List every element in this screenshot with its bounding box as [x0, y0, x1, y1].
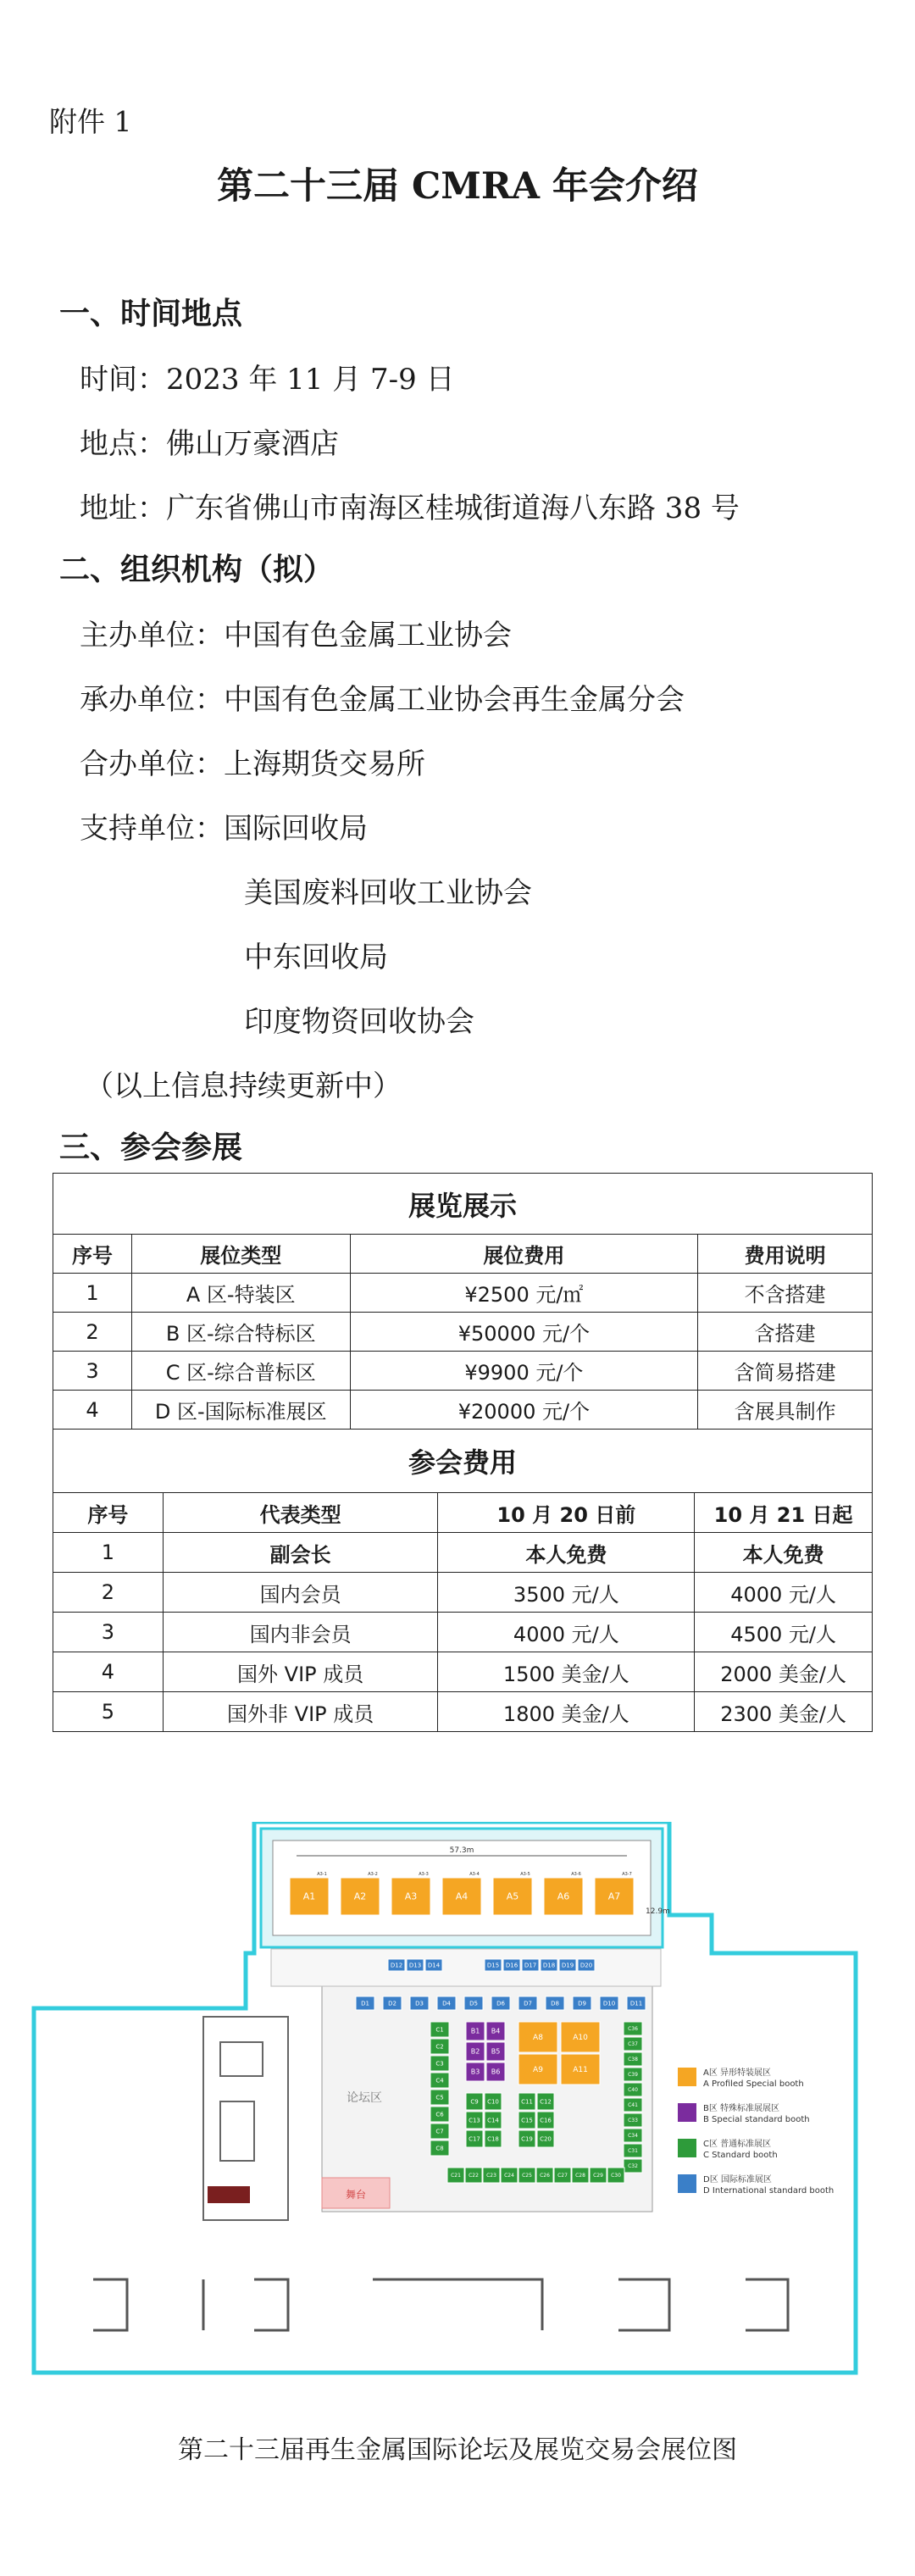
booth-label: D14: [427, 1962, 441, 1969]
table-row: [53, 1573, 873, 1613]
booth-label: C18: [487, 2135, 499, 2143]
booth-label: C3: [435, 2060, 444, 2068]
booth-label: C13: [469, 2117, 480, 2124]
booth-label: C24: [504, 2173, 514, 2179]
table-row: [53, 1613, 873, 1652]
table-row: [53, 1652, 873, 1692]
booth-label: B3: [470, 2068, 480, 2076]
booth-label: D13: [408, 1962, 422, 1969]
booth-label: D9: [578, 2000, 586, 2007]
booth-sublabel: A3-4: [469, 1872, 480, 1877]
booth-label: C12: [540, 2098, 552, 2106]
booth-label: C1: [435, 2026, 444, 2034]
legend-label-zh: C区 普通标准展区: [703, 2140, 772, 2149]
booth-label: C16: [540, 2117, 552, 2124]
legend-swatch: [678, 2174, 696, 2193]
table-row: [53, 1692, 873, 1732]
coorganizer-label: 合办单位：: [80, 747, 224, 781]
booth-label: D8: [551, 2000, 559, 2007]
booth-label: D7: [524, 2000, 532, 2007]
booth-sublabel: A3-2: [368, 1872, 378, 1877]
table-cell: C 区-综合普标区: [131, 1352, 350, 1391]
table-header: 10 月 21 日起: [695, 1493, 873, 1533]
legend-label-zh: A区 异形特装展区: [703, 2068, 772, 2078]
booth-label: C26: [540, 2173, 550, 2179]
section1-heading: 一、时间地点: [59, 296, 243, 331]
host-value: 中国有色金属工业协会: [224, 619, 512, 652]
supporter-item: 中东回收局: [244, 941, 388, 974]
table-header: 序号: [53, 1235, 132, 1274]
dim-width: 57.3m: [449, 1846, 474, 1855]
booth-label: D1: [361, 2000, 369, 2007]
table-cell: 2000 美金/人: [695, 1652, 873, 1692]
fees-table-caption: 参会费用: [53, 1430, 873, 1493]
venue-value: 佛山万豪酒店: [166, 427, 339, 461]
booth-label: D20: [580, 1962, 593, 1969]
booth-label: C11: [521, 2098, 533, 2106]
floor-plan: [0, 1822, 915, 2398]
table-cell: ¥50000 元/个: [350, 1313, 698, 1352]
booth-label: C22: [469, 2173, 479, 2179]
exhibit-table: [53, 1173, 873, 1430]
booth-label: D12: [390, 1962, 403, 1969]
table-cell: 1500 美金/人: [438, 1652, 695, 1692]
booth-label: C17: [469, 2135, 480, 2143]
table-cell: 1: [53, 1533, 164, 1573]
table-cell: ¥2500 元/㎡: [350, 1274, 698, 1313]
legend-label-zh: D区 国际标准展区: [703, 2175, 772, 2185]
table-cell: 含搭建: [698, 1313, 873, 1352]
table-cell: 国外 VIP 成员: [163, 1652, 438, 1692]
table-cell: 含展具制作: [698, 1391, 873, 1430]
booth-label: C19: [521, 2135, 533, 2143]
booth-label: C23: [486, 2173, 496, 2179]
attachment-label: 附件 1: [49, 105, 132, 138]
booth-label: A10: [573, 2034, 588, 2042]
page-title: 第二十三届 CMRA 年会介绍: [217, 165, 698, 208]
time-line: [80, 356, 455, 397]
booth-label: D3: [415, 2000, 424, 2007]
section3-heading: 三、参会参展: [59, 1130, 243, 1165]
table-cell: 不含搭建: [698, 1274, 873, 1313]
table-cell: ¥20000 元/个: [350, 1391, 698, 1430]
table-cell: B 区-综合特标区: [131, 1313, 350, 1352]
table-cell: 国外非 VIP 成员: [163, 1692, 438, 1732]
booth-label: C9: [470, 2098, 479, 2106]
table-cell: 2300 美金/人: [695, 1692, 873, 1732]
booth-label: D16: [505, 1962, 518, 1969]
booth-label: A9: [533, 2066, 543, 2074]
booth-label: A11: [573, 2066, 588, 2074]
supporter-item: 印度物资回收协会: [244, 1005, 474, 1039]
venue-label: 地点：: [80, 427, 166, 461]
booth-label: D4: [442, 2000, 451, 2007]
table-cell: 2: [53, 1573, 164, 1613]
booth-label: C8: [435, 2145, 444, 2152]
booth-label: C2: [435, 2043, 444, 2051]
table-header: 费用说明: [698, 1235, 873, 1274]
booth-label: D17: [524, 1962, 537, 1969]
time-label: 时间：: [80, 363, 166, 397]
table-header: 展位类型: [131, 1235, 350, 1274]
booth-label: B5: [491, 2047, 501, 2056]
dim-height: 12.9m: [646, 1907, 670, 1916]
booth-label: A1: [302, 1890, 316, 1902]
floorplan-caption: 第二十三届再生金属国际论坛及展览交易会展位图: [178, 2435, 737, 2465]
table-header: 代表类型: [163, 1493, 438, 1533]
legend-swatch: [678, 2139, 696, 2157]
booth-label: D6: [496, 2000, 505, 2007]
table-header: 10 月 20 日前: [438, 1493, 695, 1533]
booth-label: C31: [628, 2148, 638, 2154]
legend-label-en: B Special standard booth: [703, 2115, 810, 2124]
supporter-item: 国际回收局: [224, 812, 368, 846]
booth-label: C5: [435, 2094, 444, 2101]
booth-sublabel: A3-1: [317, 1872, 327, 1877]
table-row: [53, 1274, 873, 1313]
support-line: [80, 805, 368, 847]
table-cell: 副会长: [163, 1533, 438, 1573]
booth-label: C36: [628, 2026, 638, 2032]
table-cell: 4000 元/人: [438, 1613, 695, 1652]
support-label: 支持单位：: [80, 812, 224, 846]
booth-label: C41: [628, 2102, 638, 2108]
booth-label: C28: [575, 2173, 585, 2179]
forum-label: 论坛区: [347, 2091, 382, 2105]
booth-label: B2: [470, 2047, 480, 2056]
table-cell: 1800 美金/人: [438, 1692, 695, 1732]
organizer-line: [80, 676, 685, 718]
booth-label: C4: [435, 2077, 444, 2085]
booth-label: C14: [487, 2117, 499, 2124]
booth-label: C6: [435, 2111, 444, 2118]
coorganizer-line: [80, 741, 425, 782]
booth-label: D5: [469, 2000, 478, 2007]
booth-label: C33: [628, 2118, 638, 2124]
table-cell: 3: [53, 1352, 132, 1391]
table-cell: 3500 元/人: [438, 1573, 695, 1613]
table-cell: 4000 元/人: [695, 1573, 873, 1613]
booth-label: A4: [455, 1890, 469, 1902]
table-cell: 3: [53, 1613, 164, 1652]
organizer-value: 中国有色金属工业协会再生金属分会: [224, 683, 685, 717]
address-line: [80, 485, 740, 526]
booth-label: D11: [629, 2000, 643, 2007]
table-cell: ¥9900 元/个: [350, 1352, 698, 1391]
table-cell: 4500 元/人: [695, 1613, 873, 1652]
booth-label: C10: [487, 2098, 499, 2106]
table-row: [53, 1352, 873, 1391]
booth-label: C20: [540, 2135, 552, 2143]
booth-label: C15: [521, 2117, 533, 2124]
booth-label: C32: [628, 2163, 638, 2169]
table-header: 序号: [53, 1493, 164, 1533]
supporter-item: 美国废料回收工业协会: [244, 876, 532, 910]
table-cell: 含简易搭建: [698, 1352, 873, 1391]
table-cell: 4: [53, 1391, 132, 1430]
dark-block: [208, 2186, 250, 2203]
exhibit-table-caption: 展览展示: [53, 1174, 873, 1235]
table-cell: A 区-特装区: [131, 1274, 350, 1313]
booth-sublabel: A3-6: [571, 1872, 581, 1877]
booth-label: A5: [506, 1890, 519, 1902]
address-label: 地址：: [80, 491, 166, 525]
booth-label: A6: [557, 1890, 570, 1902]
booth-label: C7: [435, 2128, 444, 2135]
booth-label: A7: [607, 1890, 621, 1902]
table-row: [53, 1533, 873, 1573]
fees-table: [53, 1429, 873, 1732]
table-cell: 1: [53, 1274, 132, 1313]
booth-sublabel: A3-3: [419, 1872, 429, 1877]
booth-label: C37: [628, 2041, 638, 2047]
update-note: （以上信息持续更新中）: [85, 1069, 402, 1103]
booth-label: C30: [611, 2173, 621, 2179]
booth-label: C29: [593, 2173, 603, 2179]
legend-label-en: C Standard booth: [703, 2151, 778, 2160]
legend-swatch: [678, 2068, 696, 2086]
address-value: 广东省佛山市南海区桂城街道海八东路 38 号: [166, 491, 740, 525]
booth-label: D10: [602, 2000, 616, 2007]
organizer-label: 承办单位：: [80, 683, 224, 717]
time-value: 2023 年 11 月 7-9 日: [166, 363, 455, 397]
host-label: 主办单位：: [80, 619, 224, 652]
table-cell: 国内非会员: [163, 1613, 438, 1652]
table-row: [53, 1391, 873, 1430]
table-header: 展位费用: [350, 1235, 698, 1274]
booth-label: B4: [491, 2027, 501, 2035]
booth-label: D2: [388, 2000, 396, 2007]
legend-label-en: A Profiled Special booth: [703, 2079, 804, 2089]
booth-label: B1: [470, 2027, 480, 2035]
legend-label-en: D International standard booth: [703, 2186, 835, 2196]
table-cell: 2: [53, 1313, 132, 1352]
table-cell: 本人免费: [695, 1533, 873, 1573]
table-cell: 4: [53, 1652, 164, 1692]
booth-label: C38: [628, 2057, 638, 2062]
table-row: [53, 1313, 873, 1352]
booth-label: A8: [533, 2034, 543, 2042]
table-cell: 5: [53, 1692, 164, 1732]
booth-label: C34: [628, 2133, 638, 2139]
booth-label: C21: [451, 2173, 461, 2179]
booth-label: C25: [522, 2173, 532, 2179]
booth-label: D19: [561, 1962, 574, 1969]
booth-label: A2: [353, 1890, 367, 1902]
booth-label: C27: [557, 2173, 568, 2179]
bottom-structures: [93, 2279, 788, 2330]
stage-label: 舞台: [345, 2189, 367, 2201]
host-line: [80, 612, 512, 653]
booth-sublabel: A3-5: [520, 1872, 530, 1877]
table-cell: D 区-国际标准展区: [131, 1391, 350, 1430]
booth-label: B6: [491, 2068, 501, 2076]
corridor: [271, 1949, 661, 1986]
table-cell: 国内会员: [163, 1573, 438, 1613]
booth-sublabel: A3-7: [622, 1872, 632, 1877]
table-cell: 本人免费: [438, 1533, 695, 1573]
coorganizer-value: 上海期货交易所: [224, 747, 425, 781]
booth-label: A3: [404, 1890, 418, 1902]
venue-line: [80, 420, 339, 462]
booth-label: C40: [628, 2087, 638, 2093]
legend-swatch: [678, 2103, 696, 2122]
legend-label-zh: B区 特殊标准展展区: [703, 2104, 780, 2113]
section2-heading: 二、组织机构（拟）: [59, 552, 335, 587]
booth-label: C39: [628, 2072, 638, 2078]
booth-label: D15: [486, 1962, 500, 1969]
booth-label: D18: [542, 1962, 556, 1969]
